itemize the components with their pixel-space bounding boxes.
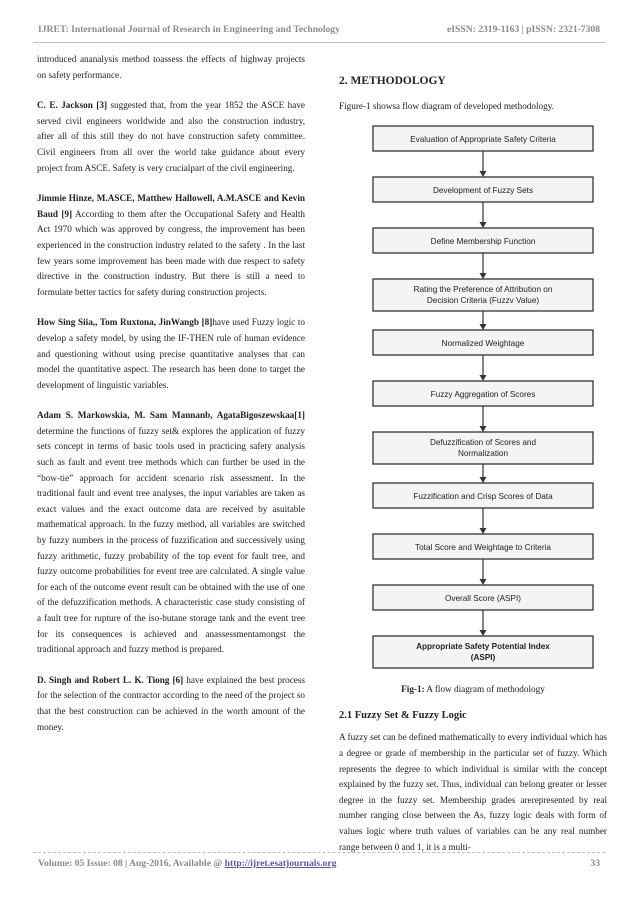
flow-step-label: Evaluation of Appropriate Safety Criteria — [410, 135, 556, 145]
citation-authors: C. E. Jackson [3] — [37, 100, 108, 111]
flow-step-label: Overall Score (ASPI) — [445, 594, 521, 604]
flow-step-box — [373, 636, 593, 668]
flow-step-label: Appropriate Safety Potential Index — [416, 642, 550, 652]
flow-step-label: Fuzzy Aggregation of Scores — [430, 390, 536, 400]
subsection-heading: 2.1 Fuzzy Set & Fuzzy Logic — [339, 709, 467, 721]
issn-info: eISSN: 2319-1163 | pISSN: 2321-7308 — [447, 24, 600, 35]
page-number: 33 — [590, 858, 600, 869]
paragraph-jackson: C. E. Jackson [3] suggested that, from the year 1852 the ASCE have served civil engineers worldwide and also the construction industry, after all of this still they do not have construction safety committee. Civil engineers from all over the world take guidance about every project from ASCE. Safety is very crucialpart of the civil engineering. — [37, 100, 305, 173]
section-heading: 2. METHODOLOGY — [339, 75, 446, 87]
flow-step-label: (ASPI) — [470, 653, 496, 663]
flow-step-label: Define Membership Function — [430, 237, 536, 247]
flow-arrow-head — [480, 171, 487, 177]
subsection-text: A fuzzy set can be defined mathematically to every individual which has a degree or grade of membership in the particular set of fuzzy. Which represents the degree to which individual is similar with the concept explained by the fuzzy set. Thus, individual can belong greater or lesser degree in the fuzzy set. Membership grades arerepresented by real number ranging close between the As, fuzzy logic deals with form of values logic where truth values of variables can be any real number range between 0 and 1, it is a multi- — [339, 732, 607, 852]
journal-title: IJRET: International Journal of Research in Engineering and Technology — [38, 24, 340, 35]
footer-volume: Volume: 05 Issue: 08 | Aug-2016, Available @ http://ijret.esatjournals.org — [38, 858, 337, 869]
flow-step-label: Decision Criteria (Fuzzv Value) — [426, 296, 540, 306]
flow-arrow-head — [480, 630, 487, 636]
flow-step-label: Defuzzification of Scores and — [429, 438, 537, 448]
flow-step-label: Total Score and Weightage to Criteria — [415, 543, 551, 553]
paragraph-markowski: Adam S. Markowskia, M. Sam Mannanb, AgataBigoszewskaa[1] determine the functions of fuzzy set& explores the application of fuzzy sets concept in terms of basic tools used in practicing safety analysis such as fault and event tree methods which can further be used in the “bow-tie” approach for accident scenario risk assessment. In the traditional fault and event tree analyses, the input variables are taken as exact values and the exact outcome data are received by asuitable mathematical approach. In the fuzzy method, all variables are switched by fuzzy numbers in the process of fuzzification and successively using fuzzy arithmetic, fuzzy probability of the top event for fault tree, and fuzzy outcome probabilities for event tree are calculated. A single value for each of the outcome event result can be obtained with the use of one of the defuzzification methods. A characteristic case study consisting of a fault tree for rupture of the iso-butane storage tank and the event tree for its consequences is achieved and anassessmentamongst the traditional approach and fuzzy method is prepared. — [37, 410, 305, 655]
page-footer — [38, 858, 600, 869]
citation-authors: Jimmie Hinze, M.ASCE, Matthew Hallowell, A.M.ASCE and Kevin Baud [9] — [37, 193, 305, 219]
header-divider — [33, 42, 605, 43]
flow-arrow-head — [480, 477, 487, 483]
flow-arrow-head — [480, 375, 487, 381]
flow-step-label: Normalized Weightage — [441, 339, 525, 349]
paragraph-singh: D. Singh and Robert L. K. Tiong [6] have explained the best process for the selection of the contractor according to the need of the project so that the best construction can be achieved in the worth amount of the money. — [37, 674, 306, 732]
journal-link[interactable]: http://ijret.esatjournals.org — [224, 858, 337, 869]
flow-arrow-head — [480, 273, 487, 279]
citation-authors: Adam S. Markowskia, M. Sam Mannanb, AgataBigoszewskaa[1] — [37, 410, 305, 421]
flow-diagram — [339, 122, 607, 682]
methodology-intro: Figure-1 showsa flow diagram of developed methodology. — [339, 100, 555, 111]
flow-diagram-svg — [339, 122, 607, 682]
flow-step-box — [373, 279, 593, 311]
citation-authors: How Sing Siia,, Tom Ruxtona, JinWangb [8] — [37, 317, 213, 328]
citation-authors: D. Singh and Robert L. K. Tiong [6] — [37, 674, 184, 685]
paragraph-sii: How Sing Siia,, Tom Ruxtona, JinWangb [8]have used Fuzzy logic to develop a safety model, by using the IF-THEN rule of human evidence and questioning without using precise quantitative analyses that can model the quantitative aspect. The research has been done to target the development of linguistic variables. — [37, 317, 305, 390]
figure-caption: Fig-1: A flow diagram of methodology — [401, 684, 545, 695]
page-header — [38, 24, 600, 35]
flow-arrow-head — [480, 324, 487, 330]
flow-step-label: Rating the Preference of Attribution on — [413, 285, 553, 295]
paragraph-intro: introduced ananalysis method toassess the effects of highway projects on safety performance. — [37, 54, 305, 80]
paragraph-hinze: Jimmie Hinze, M.ASCE, Matthew Hallowell, A.M.ASCE and Kevin Baud [9] According to them after the Occupational Safety and Health Act 1970 which was approved by congress, the improvement has been experienced in the construction industry related to the safety . In the last few years some improvement has been made with due respect to safety directive in the construction industry. But there is still a need to formulate better tactics for safety during construction projects. — [37, 193, 306, 297]
right-column — [339, 52, 607, 855]
flow-step-label: Fuzzification and Crisp Scores of Data — [413, 492, 553, 502]
flow-arrow-head — [480, 426, 487, 432]
flow-step-label: Development of Fuzzy Sets — [432, 186, 534, 196]
flow-arrow-head — [480, 222, 487, 228]
flow-arrow-head — [480, 579, 487, 585]
flow-step-label: Normalization — [457, 449, 509, 459]
left-column — [37, 52, 305, 750]
footer-divider — [33, 852, 605, 853]
flow-step-box — [373, 432, 593, 464]
flow-arrow-head — [480, 528, 487, 534]
